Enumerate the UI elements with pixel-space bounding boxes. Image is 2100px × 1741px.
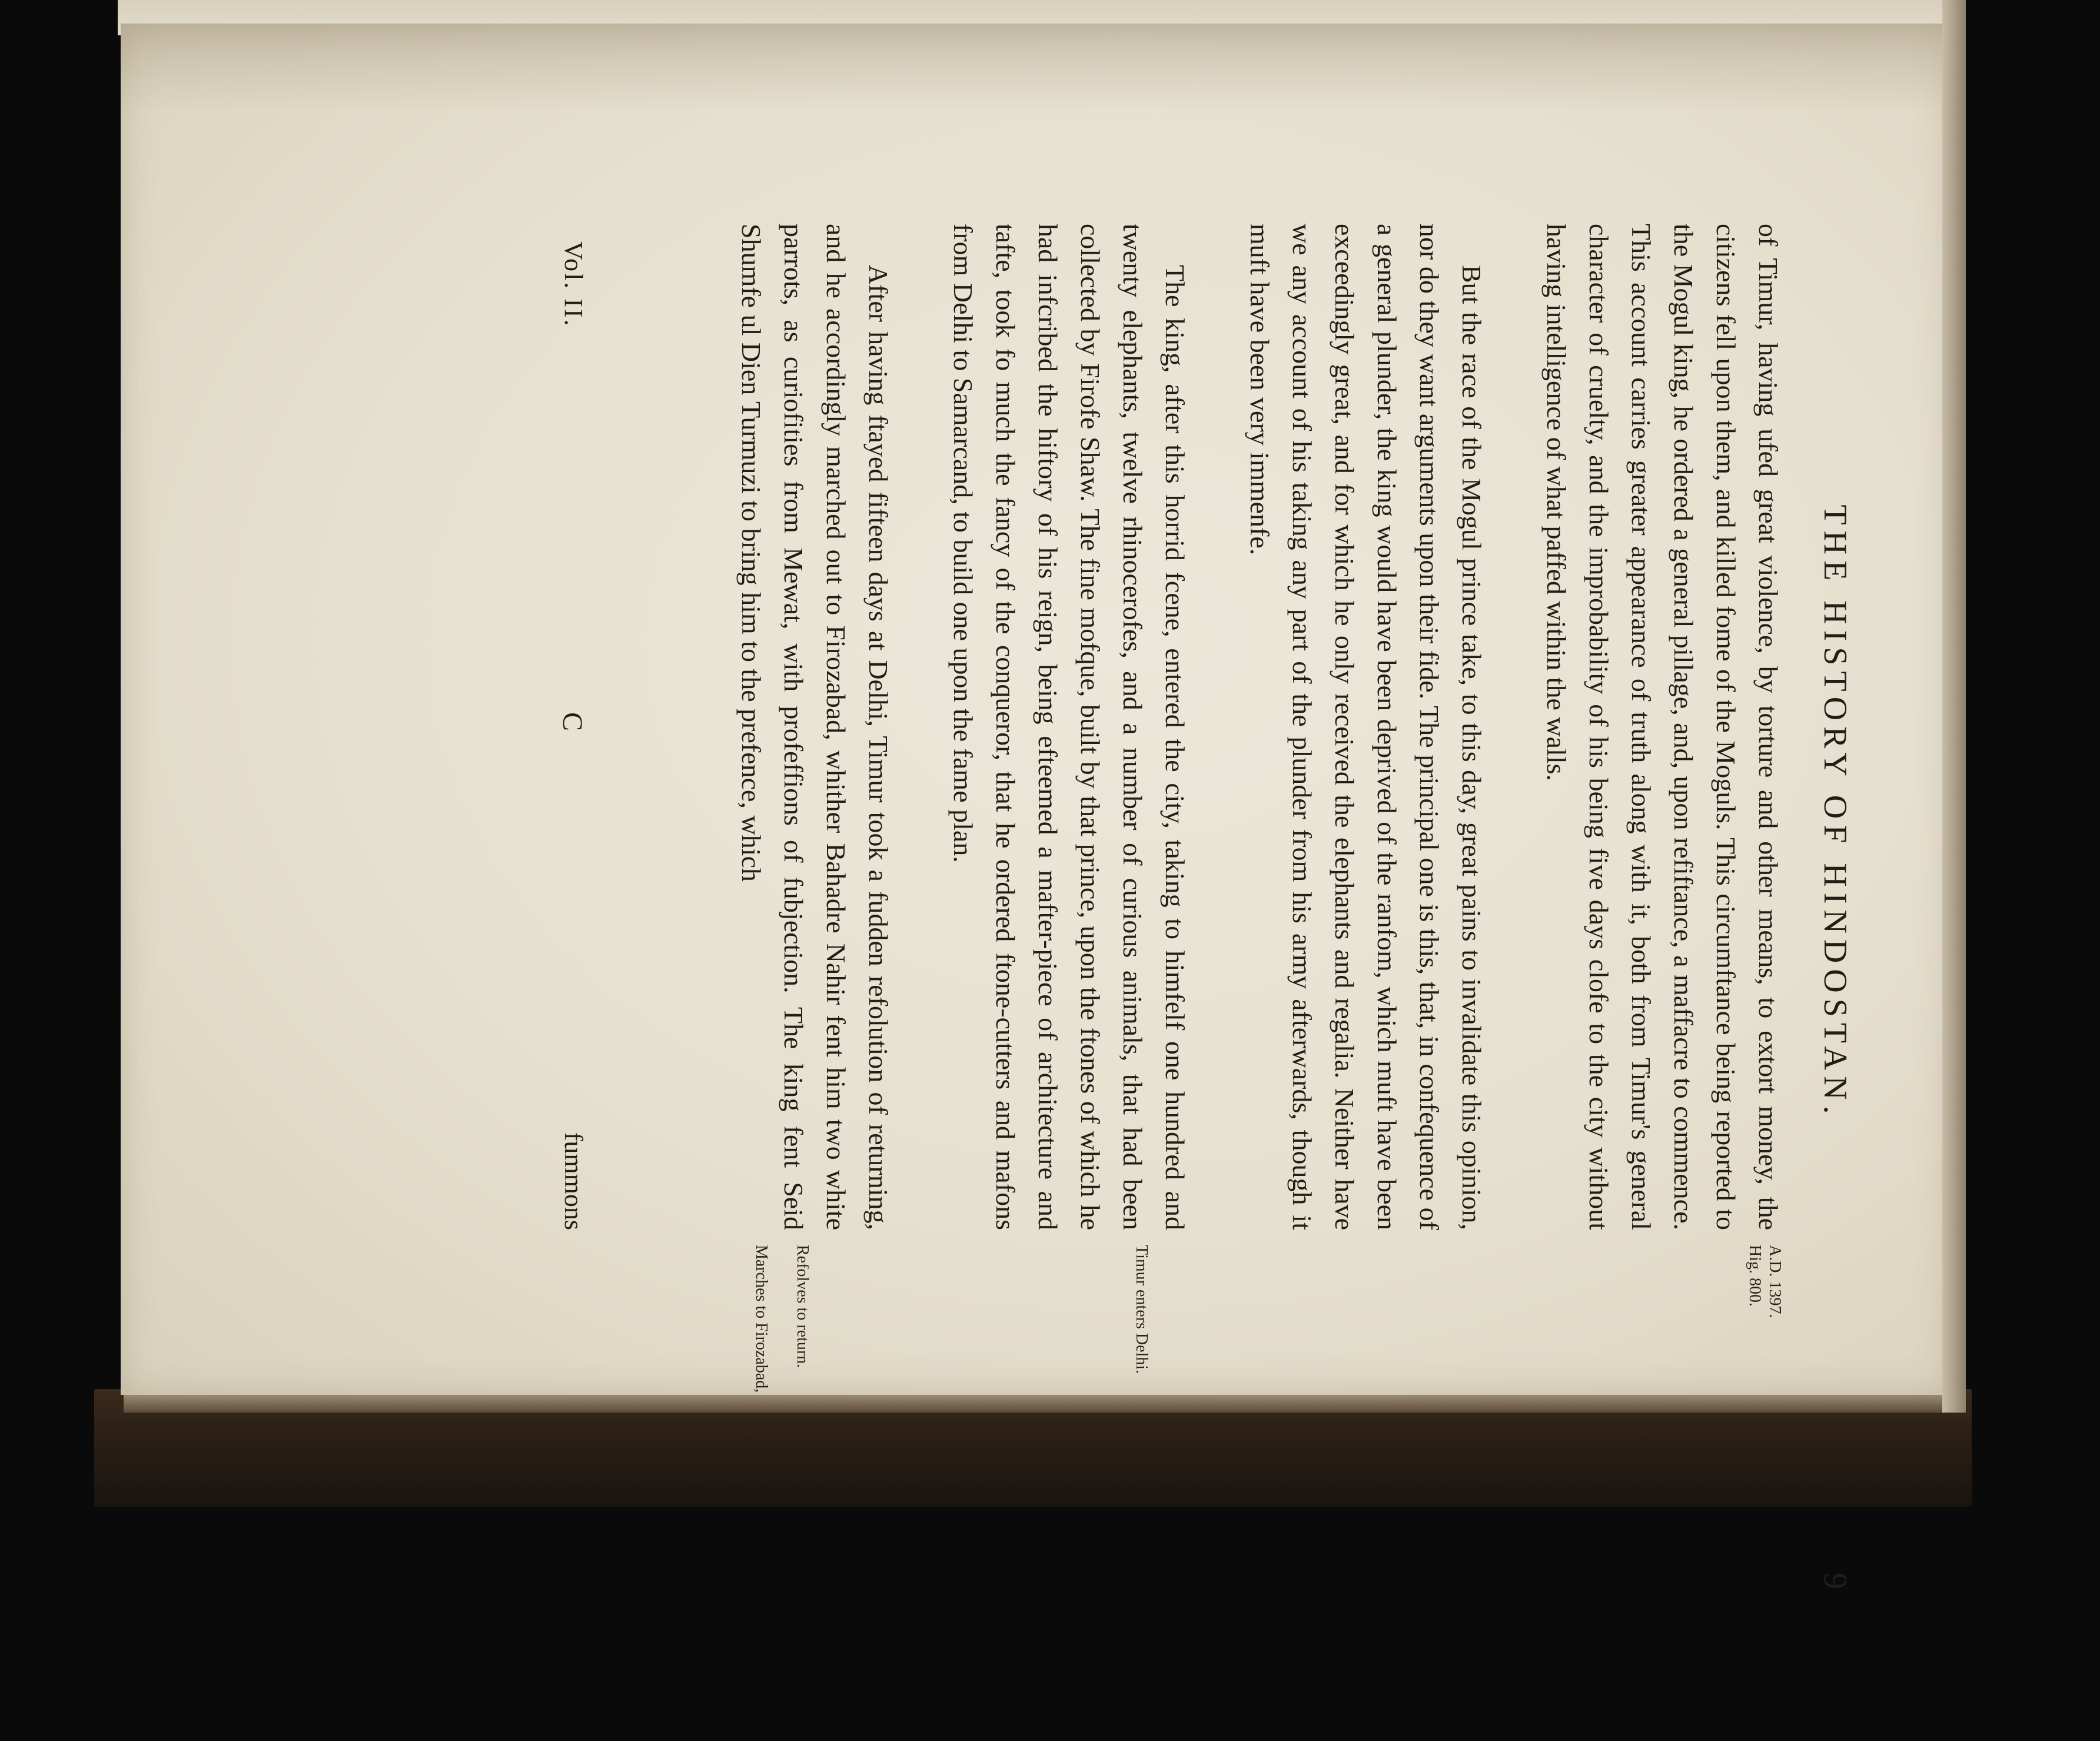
body-text <box>687 224 1789 1230</box>
paragraph: of Timur, having ufed great violence, by torture and other means, to extort money, the citizens fell upon them, and killed fome of the Moguls. This circumftance being reported to the Mogul king, he ordered a general pillage, and, upon refiftance, a maffacre to commence. This account carries greater appearance of truth along with it, both from Timur's general character of cruelty, and the improbability of his being five days clofe to the city without having intelligence of what paffed within the walls. <box>1541 224 1783 1230</box>
page-stack-edge <box>1942 0 1966 1413</box>
margin-note-enters: Timur enters Delhi. <box>1132 1245 1151 1374</box>
margin-note-marches: Marches to Firozabad, <box>752 1245 770 1393</box>
margin-note-year: A.D. 1397. <box>1766 1245 1784 1318</box>
page-title: THE HISTORY OF HINDOSTAN. <box>1817 504 1853 1120</box>
paragraph: The king, after this horrid fcene, entered the city, taking to himfelf one hundred and twenty elephants, twelve rhinocerofes, and a number of curious animals, that had been collected by Firofe Shaw. The fine mofque, built by that prince, upon the ftones of which he had infcribed the hiftory of his reign, being efteemed a mafter-piece of architecture and tafte, took fo much the fancy of the conqueror, that he ordered ftone-cutters and mafons from Delhi to Samarcand, to build one upon the fame plan. <box>948 224 1190 1230</box>
paragraph: After having ftayed fifteen days at Delhi, Timur took a fudden refolution of returning, and he accordingly marched out to Firozabad, whither Bahadre Nahir fent him two white parrots, as curiofities from Mewat, with profeffions of fubjection. The king fent Seid Shumfe ul Dien Turmuzi to bring him to the prefence, which <box>736 224 893 1230</box>
margin-note-hijra: Hig. 800. <box>1746 1245 1764 1307</box>
gutter-shadow <box>121 24 1951 112</box>
rotated-page-content <box>500 224 1854 1589</box>
page-number: 9 <box>1817 1573 1853 1589</box>
paragraph: But the race of the Mogul prince take, to this day, great pains to invalidate this opinion, nor do they want arguments upon their fide. The principal one is this, that, in confequence of a general plunder, the king would have been deprived of the ranfom, which muft have been exceedingly great, and for which he only received the elephants and regalia. Neither have we any account of his taking any part of the plunder from his army afterwards, though it muft have been very immenfe. <box>1245 224 1487 1230</box>
volume-label: Vol. II. <box>559 241 588 328</box>
running-head <box>1816 224 1854 1589</box>
catchword: fummons <box>559 1132 588 1230</box>
printed-text-area <box>500 224 1854 1589</box>
margin-note-resolves: Refolves to return. <box>793 1245 812 1368</box>
margin-note-date <box>1745 1245 1785 1421</box>
signature-mark: C <box>557 712 588 732</box>
